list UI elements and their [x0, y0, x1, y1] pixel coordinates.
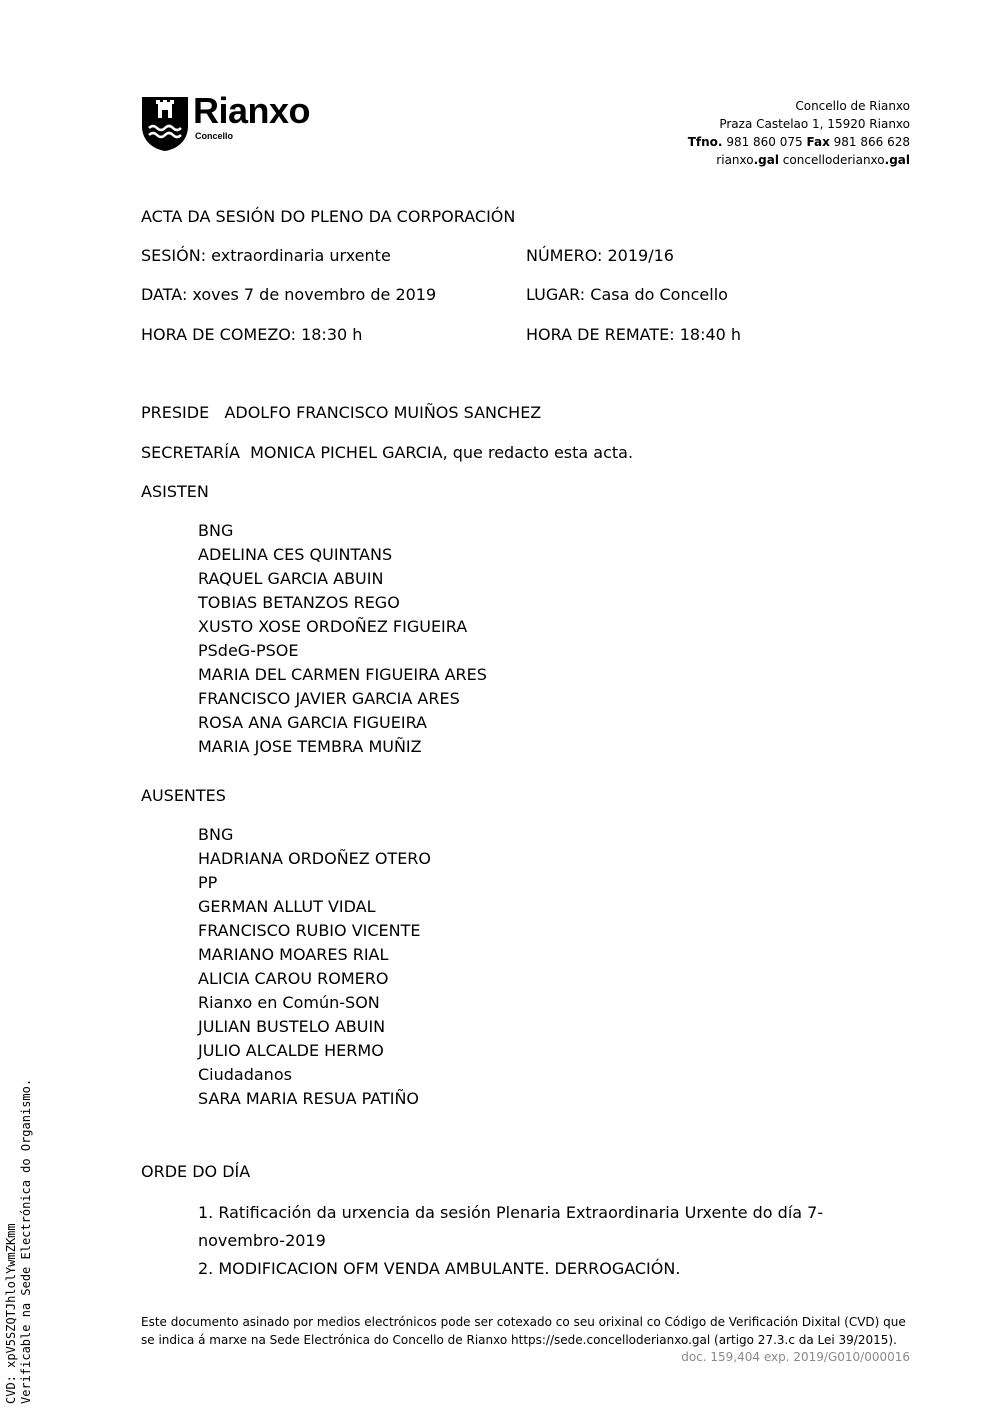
web-2-tld[interactable]: .gal — [884, 153, 910, 167]
phone-label: Tfno. — [687, 135, 723, 149]
list-item: JULIO ALCALDE HERMO — [198, 1041, 384, 1060]
concello-logo — [141, 90, 351, 152]
list-item: BNG — [198, 825, 234, 844]
shield-crest-icon — [141, 96, 189, 152]
list-item: MARIA JOSE TEMBRA MUÑIZ — [198, 737, 422, 756]
agenda-label: ORDE DO DÍA — [141, 1162, 251, 1181]
document-reference: doc. 159,404 exp. 2019/G010/000016 — [681, 1350, 910, 1364]
agenda-item: 1. Ratificación da urxencia da sesión Plenaria Extraordinaria Urxente do día 7-novembro-2019 — [198, 1203, 824, 1250]
secretary: SECRETARÍA MONICA PICHEL GARCIA, que redacto esta acta. — [141, 443, 634, 462]
address-line-1: Concello de Rianxo — [795, 99, 910, 113]
logo-subtitle: Concello — [195, 131, 234, 141]
logo-wordmark: Rianxo — [193, 90, 311, 131]
list-item: ALICIA CAROU ROMERO — [198, 969, 389, 988]
list-item: FRANCISCO RUBIO VICENTE — [198, 921, 421, 940]
cvd-margin — [4, 1079, 34, 1404]
absentees-list — [198, 823, 431, 1111]
attendees-list — [198, 519, 487, 759]
presides: PRESIDE ADOLFO FRANCISCO MUIÑOS SANCHEZ — [141, 403, 542, 422]
cvd-code: CVD: xpV5SZQTJhlolYwmZKmm — [4, 1223, 18, 1404]
address-line-2: Praza Castelao 1, 15920 Rianxo — [719, 117, 910, 131]
session-type: SESIÓN: extraordinaria urxente — [141, 246, 391, 265]
end-time: HORA DE REMATE: 18:40 h — [526, 325, 742, 344]
list-item: FRANCISCO JAVIER GARCIA ARES — [198, 689, 460, 708]
list-item: HADRIANA ORDOÑEZ OTERO — [198, 849, 432, 868]
list-item: TOBIAS BETANZOS REGO — [198, 593, 400, 612]
agenda-list — [198, 1199, 910, 1283]
web-1-tld[interactable]: .gal — [753, 153, 779, 167]
list-item: JULIAN BUSTELO ABUIN — [198, 1017, 386, 1036]
fax-number: 981 866 628 — [833, 135, 910, 149]
list-item: RAQUEL GARCIA ABUIN — [198, 569, 384, 588]
list-item: Rianxo en Común-SON — [198, 993, 380, 1012]
list-item: ADELINA CES QUINTANS — [198, 545, 393, 564]
agenda-item: 2. MODIFICACION OFM VENDA AMBULANTE. DERROGACIÓN. — [198, 1259, 681, 1278]
list-item: SARA MARIA RESUA PATIÑO — [198, 1089, 420, 1108]
session-date: DATA: xoves 7 de novembro de 2019 — [141, 285, 437, 304]
list-item: ROSA ANA GARCIA FIGUEIRA — [198, 713, 427, 732]
cvd-verify-note: Verificable na Sede Electrónica do Organismo. — [19, 1078, 33, 1404]
list-item: BNG — [198, 521, 234, 540]
list-item: GERMAN ALLUT VIDAL — [198, 897, 376, 916]
list-item: XUSTO XOSE ORDOÑEZ FIGUEIRA — [198, 617, 468, 636]
list-item: PSdeG-PSOE — [198, 641, 299, 660]
document-title: ACTA DA SESIÓN DO PLENO DA CORPORACIÓN — [141, 207, 516, 226]
phone-number: 981 860 075 — [726, 135, 803, 149]
address-web[interactable] — [688, 151, 910, 169]
list-item: MARIANO MOARES RIAL — [198, 945, 389, 964]
web-2[interactable]: concelloderianxo — [782, 153, 885, 167]
absentees-label: AUSENTES — [141, 786, 226, 805]
web-1[interactable]: rianxo — [716, 153, 754, 167]
session-place: LUGAR: Casa do Concello — [526, 285, 728, 304]
list-item: MARIA DEL CARMEN FIGUEIRA ARES — [198, 665, 487, 684]
list-item: Ciudadanos — [198, 1065, 292, 1084]
list-item: PP — [198, 873, 218, 892]
start-time: HORA DE COMEZO: 18:30 h — [141, 325, 363, 344]
fax-label: Fax — [806, 135, 830, 149]
verification-notice: Este documento asinado por medios electrónicos pode ser cotexado co seu orixinal co Código de Verificación Dixital (CVD) que se indica á marxe na Sede Electrónica do Concello de Rianxo https://sede.concelloderianxo.gal (artigo 27.3.c da Lei 39/2015). — [141, 1315, 906, 1347]
address-phone — [688, 133, 910, 151]
session-number: NÚMERO: 2019/16 — [526, 246, 674, 265]
header-address — [688, 97, 910, 169]
attendees-label: ASISTEN — [141, 482, 209, 501]
